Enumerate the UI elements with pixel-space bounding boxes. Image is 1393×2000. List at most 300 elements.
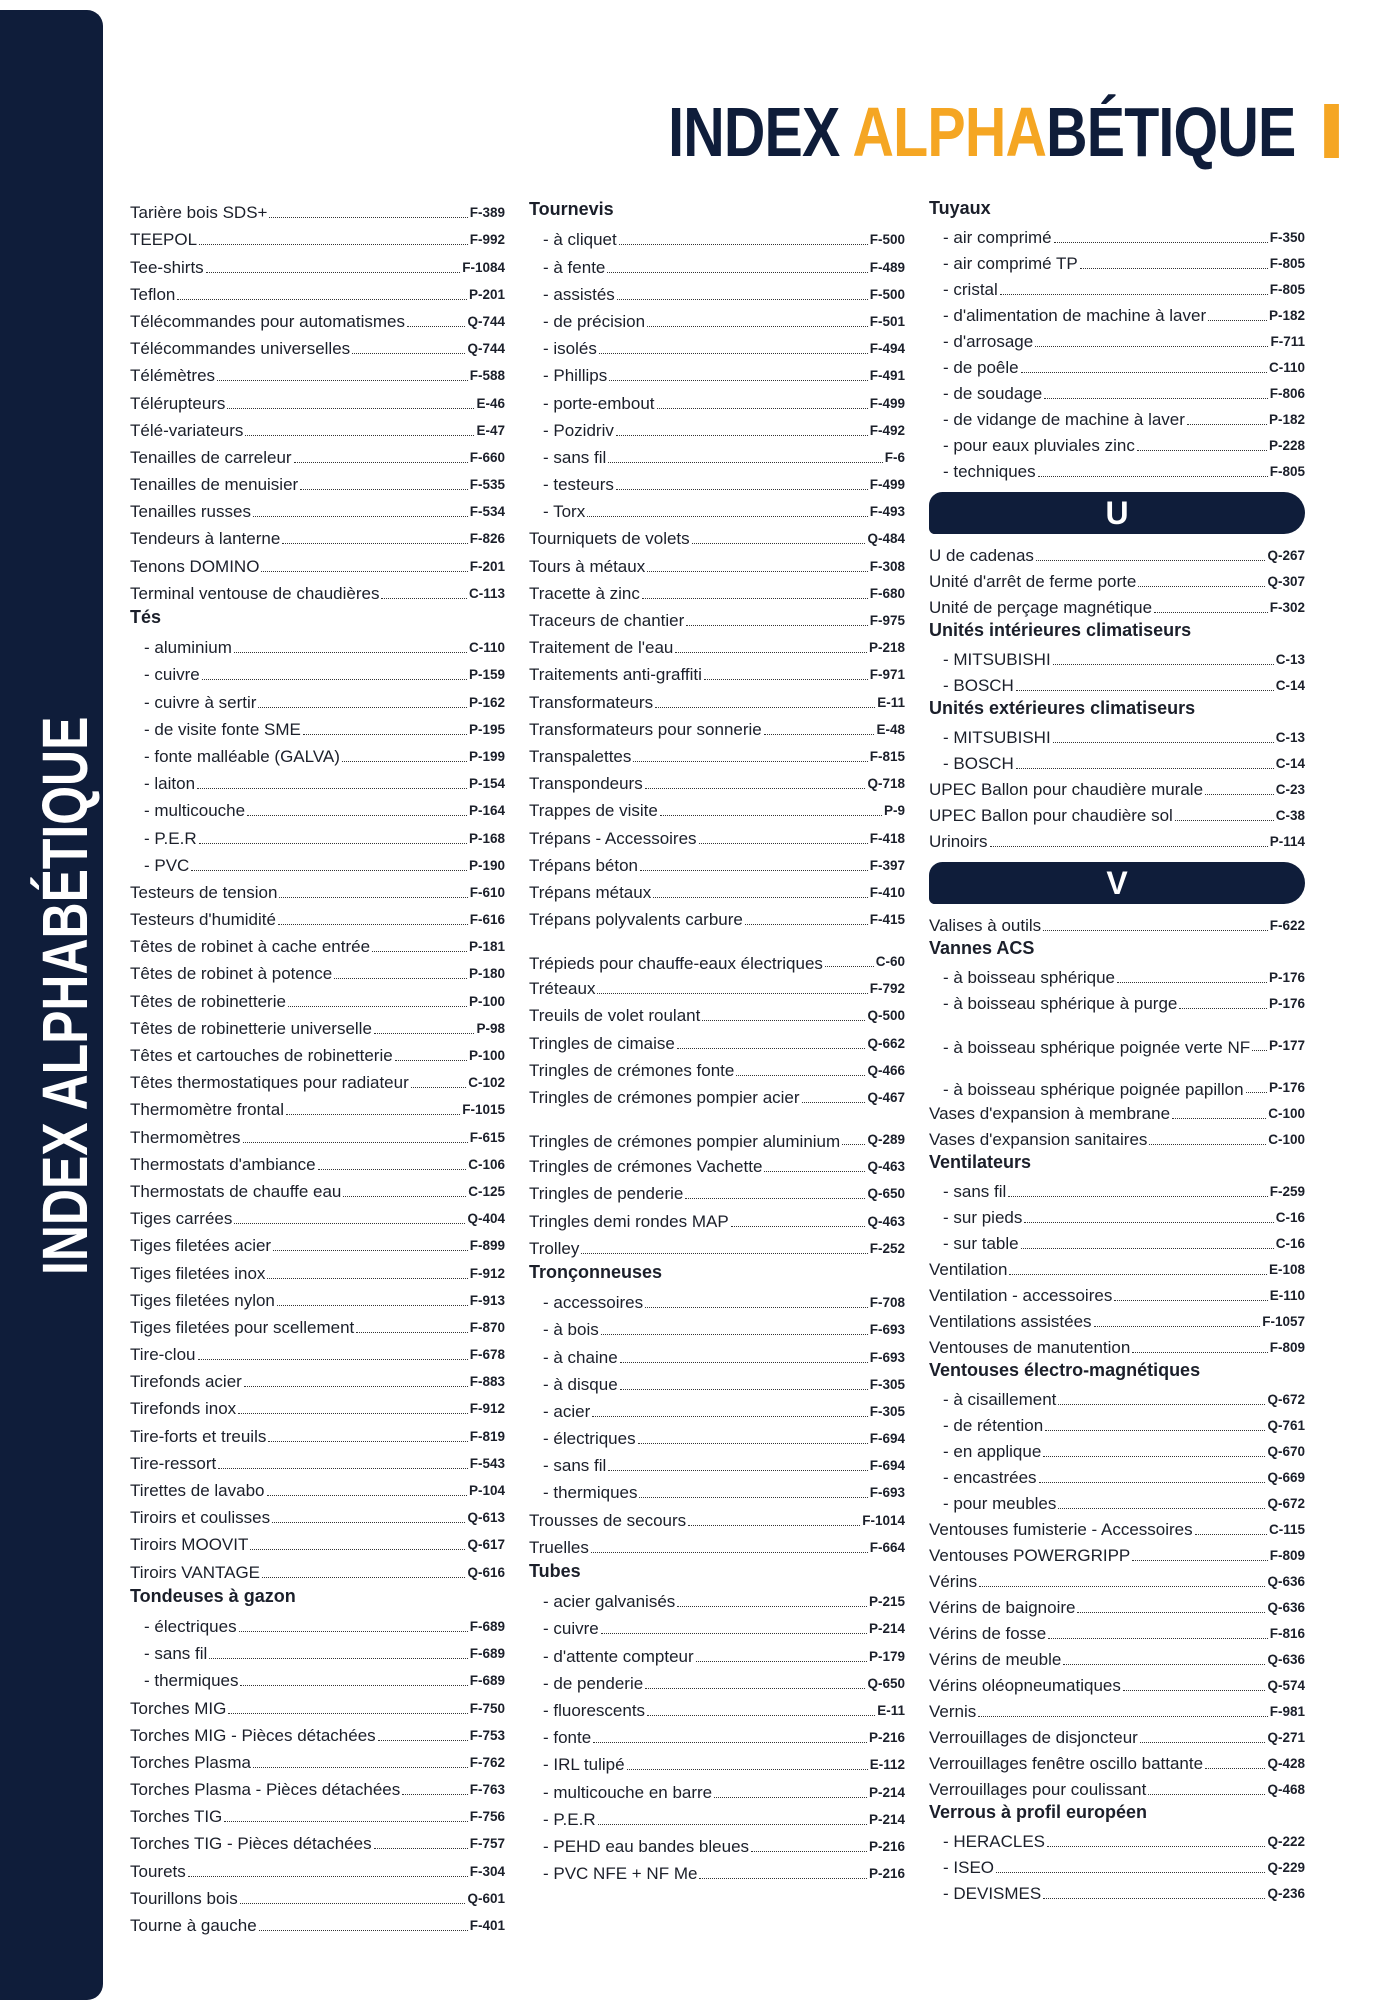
entry-page-ref: F-494 (869, 341, 905, 357)
dot-leader (1117, 982, 1267, 983)
index-entry (130, 223, 505, 250)
entry-label: Thermostats de chauffe eau (130, 1181, 342, 1201)
index-entry (130, 740, 505, 767)
entry-page-ref: C-100 (1268, 1106, 1305, 1121)
entry-page-ref: C-113 (468, 585, 505, 601)
entry-page-ref: F-535 (469, 477, 505, 493)
entry-page-ref: F-616 (469, 912, 505, 928)
entry-page-ref: Q-761 (1267, 1418, 1305, 1433)
index-entry (130, 1854, 505, 1881)
entry-label: - cuivre (144, 665, 200, 685)
index-entry (130, 495, 505, 522)
entry-label: Torches Plasma (130, 1752, 251, 1772)
dot-leader (685, 1198, 865, 1199)
entry-page-ref: F-305 (869, 1403, 905, 1419)
index-entry (130, 1447, 505, 1474)
entry-label: - air comprimé (943, 228, 1052, 247)
entry-label: Tringles de penderie (529, 1184, 684, 1204)
dot-leader (745, 924, 868, 925)
entry-label: - sans fil (543, 447, 607, 467)
entry-page-ref: P-168 (468, 830, 505, 846)
index-entry (929, 1202, 1305, 1228)
index-entry (929, 1488, 1305, 1514)
entry-page-ref: F-992 (469, 232, 505, 248)
entry-label: Tire-forts et treuils (130, 1426, 267, 1446)
entry-label: Tendeurs à lanterne (130, 529, 281, 549)
dot-leader (620, 1389, 868, 1390)
dot-leader (627, 1769, 868, 1770)
index-entry (529, 1721, 905, 1748)
entry-label: Testeurs d'humidité (130, 910, 276, 930)
entry-page-ref: P-154 (468, 776, 505, 792)
index-heading: Tés (130, 607, 162, 627)
index-entry (929, 1540, 1305, 1566)
title-index: INDEX (667, 93, 839, 171)
dot-leader (620, 1362, 868, 1363)
entry-label: - multicouche en barre (543, 1782, 713, 1802)
entry-page-ref: Q-744 (467, 341, 505, 357)
entry-label: Têtes de robinet à cache entrée (130, 937, 371, 957)
entry-page-ref: F-543 (469, 1455, 505, 1471)
index-entry (929, 222, 1305, 248)
index-entry (529, 250, 905, 277)
entry-label: - cuivre (543, 1619, 599, 1639)
dot-leader (619, 244, 868, 245)
entry-page-ref: Q-463 (867, 1213, 905, 1229)
entry-page-ref: C-14 (1275, 678, 1305, 693)
dot-leader (199, 244, 468, 245)
entry-page-ref: P-182 (1268, 308, 1305, 323)
index-heading: Tuyaux (929, 198, 991, 218)
index-entry (529, 1204, 905, 1231)
entry-label: - d'arrosage (943, 332, 1034, 351)
entry-label: Transformateurs (529, 692, 654, 712)
index-entry (929, 566, 1305, 592)
entry-label: Trépans métaux (529, 882, 652, 902)
entry-page-ref: F-971 (869, 667, 905, 683)
dot-leader (655, 707, 875, 708)
entry-page-ref: F-815 (869, 748, 905, 764)
entry-page-ref: F-762 (469, 1754, 505, 1770)
entry-page-ref: F-1084 (462, 259, 505, 275)
index-entry (529, 1177, 905, 1204)
index-entry (929, 1332, 1305, 1358)
dot-leader (268, 1441, 467, 1442)
entry-label: Tiroirs et coulisses (130, 1508, 271, 1528)
index-entry (130, 468, 505, 495)
index-entry (529, 1313, 905, 1340)
entry-page-ref: P-195 (468, 721, 505, 737)
entry-label: Tarière bois SDS+ (130, 203, 268, 223)
entry-label: - thermiques (144, 1671, 239, 1691)
dot-leader (842, 1144, 865, 1145)
index-entry (130, 522, 505, 549)
entry-page-ref: Q-616 (467, 1564, 505, 1580)
index-entry (130, 1637, 505, 1664)
dot-leader (1058, 1404, 1265, 1405)
entry-label: - électriques (543, 1429, 636, 1449)
entry-page-ref: F-308 (869, 558, 905, 574)
index-entry (130, 1175, 505, 1202)
index-entry (529, 1368, 905, 1395)
entry-page-ref: C-110 (468, 640, 505, 656)
dot-leader (288, 1006, 467, 1007)
dot-leader (356, 1332, 467, 1333)
dot-leader (278, 924, 468, 925)
dot-leader (692, 543, 866, 544)
entry-label: Vérins (929, 1572, 978, 1591)
entry-page-ref: F-501 (869, 313, 905, 329)
entry-label: Traitements anti-graffiti (529, 665, 702, 685)
dot-leader (378, 1740, 468, 1741)
dot-leader (1044, 398, 1267, 399)
dot-leader (642, 598, 868, 599)
entry-label: - HERACLES (943, 1832, 1046, 1851)
dot-leader (617, 299, 868, 300)
dot-leader (645, 788, 866, 789)
entry-page-ref: C-115 (1268, 1522, 1305, 1537)
entry-label: Thermomètre frontal (130, 1100, 284, 1120)
dot-leader (609, 380, 867, 381)
index-entry (929, 748, 1305, 774)
entry-label: - électriques (144, 1616, 237, 1636)
entry-label: - à chaine (543, 1347, 618, 1367)
entry-label: - Torx (543, 502, 586, 522)
entry-label: - ISEO (943, 1858, 995, 1877)
index-entry (529, 1476, 905, 1503)
index-entry (130, 414, 505, 441)
dot-leader (1132, 1560, 1267, 1561)
entry-page-ref: F-870 (469, 1319, 505, 1335)
entry-page-ref: F-610 (469, 884, 505, 900)
entry-page-ref: F-711 (1270, 334, 1305, 349)
dot-leader (243, 1142, 468, 1143)
index-entry (929, 1774, 1305, 1800)
dot-leader (1179, 1008, 1267, 1009)
index-entry (529, 1232, 905, 1259)
entry-page-ref: Q-617 (467, 1537, 505, 1553)
index-entry (130, 1664, 505, 1691)
entry-label: - DEVISMES (943, 1884, 1042, 1903)
entry-label: Thermostats d'ambiance (130, 1154, 316, 1174)
index-entry (130, 1039, 505, 1066)
index-entry (929, 404, 1305, 430)
index-entry (130, 1827, 505, 1854)
letter-section-u: U (929, 492, 1305, 534)
dot-leader (177, 299, 467, 300)
entry-page-ref: C-110 (1268, 360, 1305, 375)
entry-page-ref: F-622 (1269, 918, 1305, 933)
entry-label: Trolley (529, 1238, 580, 1258)
dot-leader (374, 1848, 468, 1849)
entry-label: Télé-variateurs (130, 420, 244, 440)
index-entry (529, 903, 905, 930)
dot-leader (269, 217, 467, 218)
dot-leader (267, 1495, 467, 1496)
entry-label: Vernis (929, 1702, 977, 1721)
index-entry (130, 713, 505, 740)
dot-leader (601, 1633, 867, 1634)
dot-leader (764, 734, 875, 735)
entry-page-ref: Q-307 (1267, 574, 1305, 589)
entry-label: Transformateurs pour sonnerie (529, 719, 762, 739)
dot-leader (282, 543, 467, 544)
entry-label: Trépans - Accessoires (529, 828, 697, 848)
index-entry (130, 1120, 505, 1147)
entry-label: Tiges filetées inox (130, 1263, 266, 1283)
index-entry (929, 1280, 1305, 1306)
dot-leader (303, 734, 467, 735)
entry-label: Ventilation (929, 1260, 1008, 1279)
index-entry (130, 685, 505, 712)
entry-page-ref: C-102 (468, 1075, 505, 1091)
entry-page-ref: F-493 (869, 504, 905, 520)
entry-page-ref: P-214 (868, 1621, 905, 1637)
entry-label: - P.E.R (144, 828, 197, 848)
index-entry (529, 631, 905, 658)
dot-leader (996, 1872, 1265, 1873)
index-entry (529, 1503, 905, 1530)
index-entry (929, 988, 1305, 1014)
entry-label: Tirefonds acier (130, 1372, 242, 1392)
entry-label: Torches MIG (130, 1698, 227, 1718)
entry-page-ref: P-114 (1269, 834, 1305, 849)
index-entry (529, 1857, 905, 1884)
dot-leader (1016, 690, 1274, 691)
entry-page-ref: F-756 (469, 1809, 505, 1825)
index-entry (929, 774, 1305, 800)
dot-leader (253, 516, 468, 517)
entry-label: Têtes et cartouches de robinetterie (130, 1046, 393, 1065)
entry-label: - de visite fonte SME (144, 719, 301, 739)
entry-page-ref: F-899 (469, 1238, 505, 1254)
dot-leader (1077, 1612, 1265, 1613)
entry-label: - sans fil (943, 1182, 1007, 1201)
entry-page-ref: P-182 (1268, 412, 1305, 427)
dot-leader (218, 1468, 467, 1469)
dot-leader (402, 1794, 467, 1795)
dot-leader (343, 1196, 466, 1197)
index-entry (529, 468, 905, 495)
entry-label: Tourillons bois (130, 1888, 238, 1908)
dot-leader (645, 1307, 868, 1308)
dot-leader (593, 1742, 867, 1743)
entry-page-ref: Q-636 (1267, 1600, 1305, 1615)
dot-leader (736, 1075, 865, 1076)
dot-leader (253, 1767, 468, 1768)
entry-label: Vases d'expansion à membrane (929, 1104, 1171, 1123)
entry-label: Tire-ressort (130, 1453, 217, 1473)
dot-leader (1172, 1118, 1266, 1119)
entry-page-ref: F-201 (469, 558, 505, 574)
dot-leader (1208, 320, 1267, 321)
index-entry (130, 278, 505, 305)
dot-leader (234, 1223, 465, 1224)
entry-label: Tenons DOMINO (130, 556, 260, 576)
dot-leader (395, 1060, 467, 1061)
index-entry (130, 1392, 505, 1419)
index-entry (130, 1800, 505, 1827)
dot-leader (267, 1278, 467, 1279)
dot-leader (1043, 1898, 1265, 1899)
index-entry (929, 1670, 1305, 1696)
entry-label: Tours à métaux (529, 556, 646, 576)
entry-page-ref: F-305 (869, 1376, 905, 1392)
dot-leader (273, 1250, 468, 1251)
index-entry (529, 305, 905, 332)
dot-leader (199, 843, 467, 844)
entry-label: Verrouillages de disjoncteur (929, 1728, 1138, 1747)
entry-label: - multicouche (144, 801, 246, 821)
entry-label: Teflon (130, 284, 176, 304)
entry-page-ref: C-125 (468, 1183, 505, 1199)
entry-page-ref: Q-636 (1267, 1574, 1305, 1589)
index-entry (130, 1773, 505, 1800)
dot-leader (294, 462, 468, 463)
index-entry (529, 1395, 905, 1422)
dot-leader (686, 625, 867, 626)
dot-leader (699, 843, 868, 844)
entry-label: - BOSCH (943, 676, 1014, 695)
dot-leader (1175, 820, 1274, 821)
dot-leader (592, 1416, 867, 1417)
dot-leader (272, 1522, 465, 1523)
entry-page-ref: P-228 (1268, 438, 1305, 453)
entry-page-ref: F-418 (869, 830, 905, 846)
index-entry (529, 1449, 905, 1476)
entry-page-ref: E-46 (476, 395, 505, 411)
entry-label: Télérupteurs (130, 393, 226, 413)
index-entry (529, 495, 905, 522)
entry-label: Tracette à zinc (529, 583, 640, 603)
dot-leader (1123, 1690, 1266, 1691)
entry-label: Treuils de volet roulant (529, 1006, 701, 1026)
entry-page-ref: F-805 (1269, 256, 1305, 271)
index-entry (529, 1748, 905, 1775)
dot-leader (587, 516, 868, 517)
index-entry (929, 1014, 1305, 1056)
entry-label: - IRL tulipé (543, 1755, 625, 1775)
index-entry (130, 1691, 505, 1718)
entry-page-ref: E-11 (877, 694, 905, 710)
index-entry (929, 456, 1305, 482)
index-entry (130, 1093, 505, 1120)
entry-label: - d'attente compteur (543, 1646, 694, 1666)
entry-page-ref: F-660 (469, 449, 505, 465)
index-entry (130, 631, 505, 658)
dot-leader (677, 1048, 866, 1049)
dot-leader (262, 1577, 465, 1578)
entry-label: Vérins de meuble (929, 1650, 1062, 1669)
entry-label: - porte-embout (543, 393, 655, 413)
dot-leader (1246, 1092, 1267, 1093)
entry-label: Tiges carrées (130, 1209, 233, 1229)
dot-leader (640, 870, 868, 871)
entry-label: - aluminium (144, 638, 232, 658)
dot-leader (1252, 1050, 1267, 1051)
index-entry (929, 826, 1305, 852)
dot-leader (990, 846, 1268, 847)
index-column-1 (130, 196, 505, 1936)
entry-label: Tenailles russes (130, 502, 251, 522)
entry-page-ref: P-164 (468, 803, 505, 819)
entry-label: Vérins oléopneumatiques (929, 1676, 1121, 1695)
index-entry (130, 1610, 505, 1637)
entry-label: Unité de perçage magnétique (929, 598, 1153, 617)
entry-label: Tiroirs MOOVIT (130, 1535, 249, 1555)
entry-page-ref: P-214 (868, 1811, 905, 1827)
dot-leader (1094, 1326, 1261, 1327)
index-entry (929, 326, 1305, 352)
dot-leader (191, 870, 467, 871)
index-entry (929, 1618, 1305, 1644)
dot-leader (714, 1797, 867, 1798)
entry-label: - pour eaux pluviales zinc (943, 436, 1135, 455)
dot-leader (1043, 1456, 1265, 1457)
entry-label: - de penderie (543, 1673, 644, 1693)
entry-page-ref: F-500 (869, 232, 905, 248)
dot-leader (1021, 372, 1267, 373)
index-entry (529, 549, 905, 576)
entry-label: Télécommandes pour automatismes (130, 311, 405, 331)
dot-leader (240, 1903, 466, 1904)
entry-label: - en applique (943, 1442, 1042, 1461)
entry-page-ref: C-106 (468, 1156, 505, 1172)
entry-page-ref: F-415 (869, 912, 905, 928)
entry-page-ref: C-100 (1268, 1132, 1305, 1147)
entry-label: Têtes de robinetterie universelle (130, 1018, 372, 1038)
dot-leader (647, 326, 868, 327)
entry-label: Vases d'expansion sanitaires (929, 1130, 1148, 1149)
entry-label: Terminal ventouse de chaudières (130, 583, 380, 603)
entry-label: Tringles demi rondes MAP (529, 1211, 729, 1231)
dot-leader (699, 1878, 867, 1879)
entry-label: Tenailles de menuisier (130, 475, 299, 495)
entry-label: Tiges filetées pour scellement (130, 1317, 355, 1337)
entry-page-ref: F-491 (869, 368, 905, 384)
entry-page-ref: Q-613 (467, 1510, 505, 1526)
entry-page-ref: P-216 (868, 1838, 905, 1854)
entry-label: Tiroirs VANTAGE (130, 1562, 261, 1582)
entry-label: Tourniquets de volets (529, 529, 690, 549)
entry-page-ref: F-410 (869, 884, 905, 900)
entry-label: Tringles de crémones fonte (529, 1060, 735, 1080)
entry-label: Trépans béton (529, 855, 638, 875)
index-entry (929, 1566, 1305, 1592)
index-entry (130, 1528, 505, 1555)
index-entry (529, 1286, 905, 1313)
entry-label: Ventouses de manutention (929, 1338, 1131, 1357)
entry-label: - MITSUBISHI (943, 728, 1051, 747)
entry-page-ref: F-350 (1269, 230, 1305, 245)
entry-page-ref: E-108 (1268, 1262, 1305, 1277)
entry-page-ref: F-826 (469, 531, 505, 547)
entry-page-ref: F-689 (469, 1673, 505, 1689)
entry-label: Ventilations assistées (929, 1312, 1092, 1331)
entry-page-ref: C-13 (1275, 652, 1305, 667)
index-entry (929, 248, 1305, 274)
dot-leader (599, 353, 868, 354)
letter-section-v: V (929, 862, 1305, 904)
dot-leader (1132, 1352, 1267, 1353)
entry-label: Trépans polyvalents carbure (529, 910, 743, 930)
index-entry (130, 658, 505, 685)
index-entry (929, 1228, 1305, 1254)
index-entry (929, 722, 1305, 748)
index-entry (130, 794, 505, 821)
dot-leader (261, 571, 467, 572)
entry-page-ref: P-104 (468, 1483, 505, 1498)
